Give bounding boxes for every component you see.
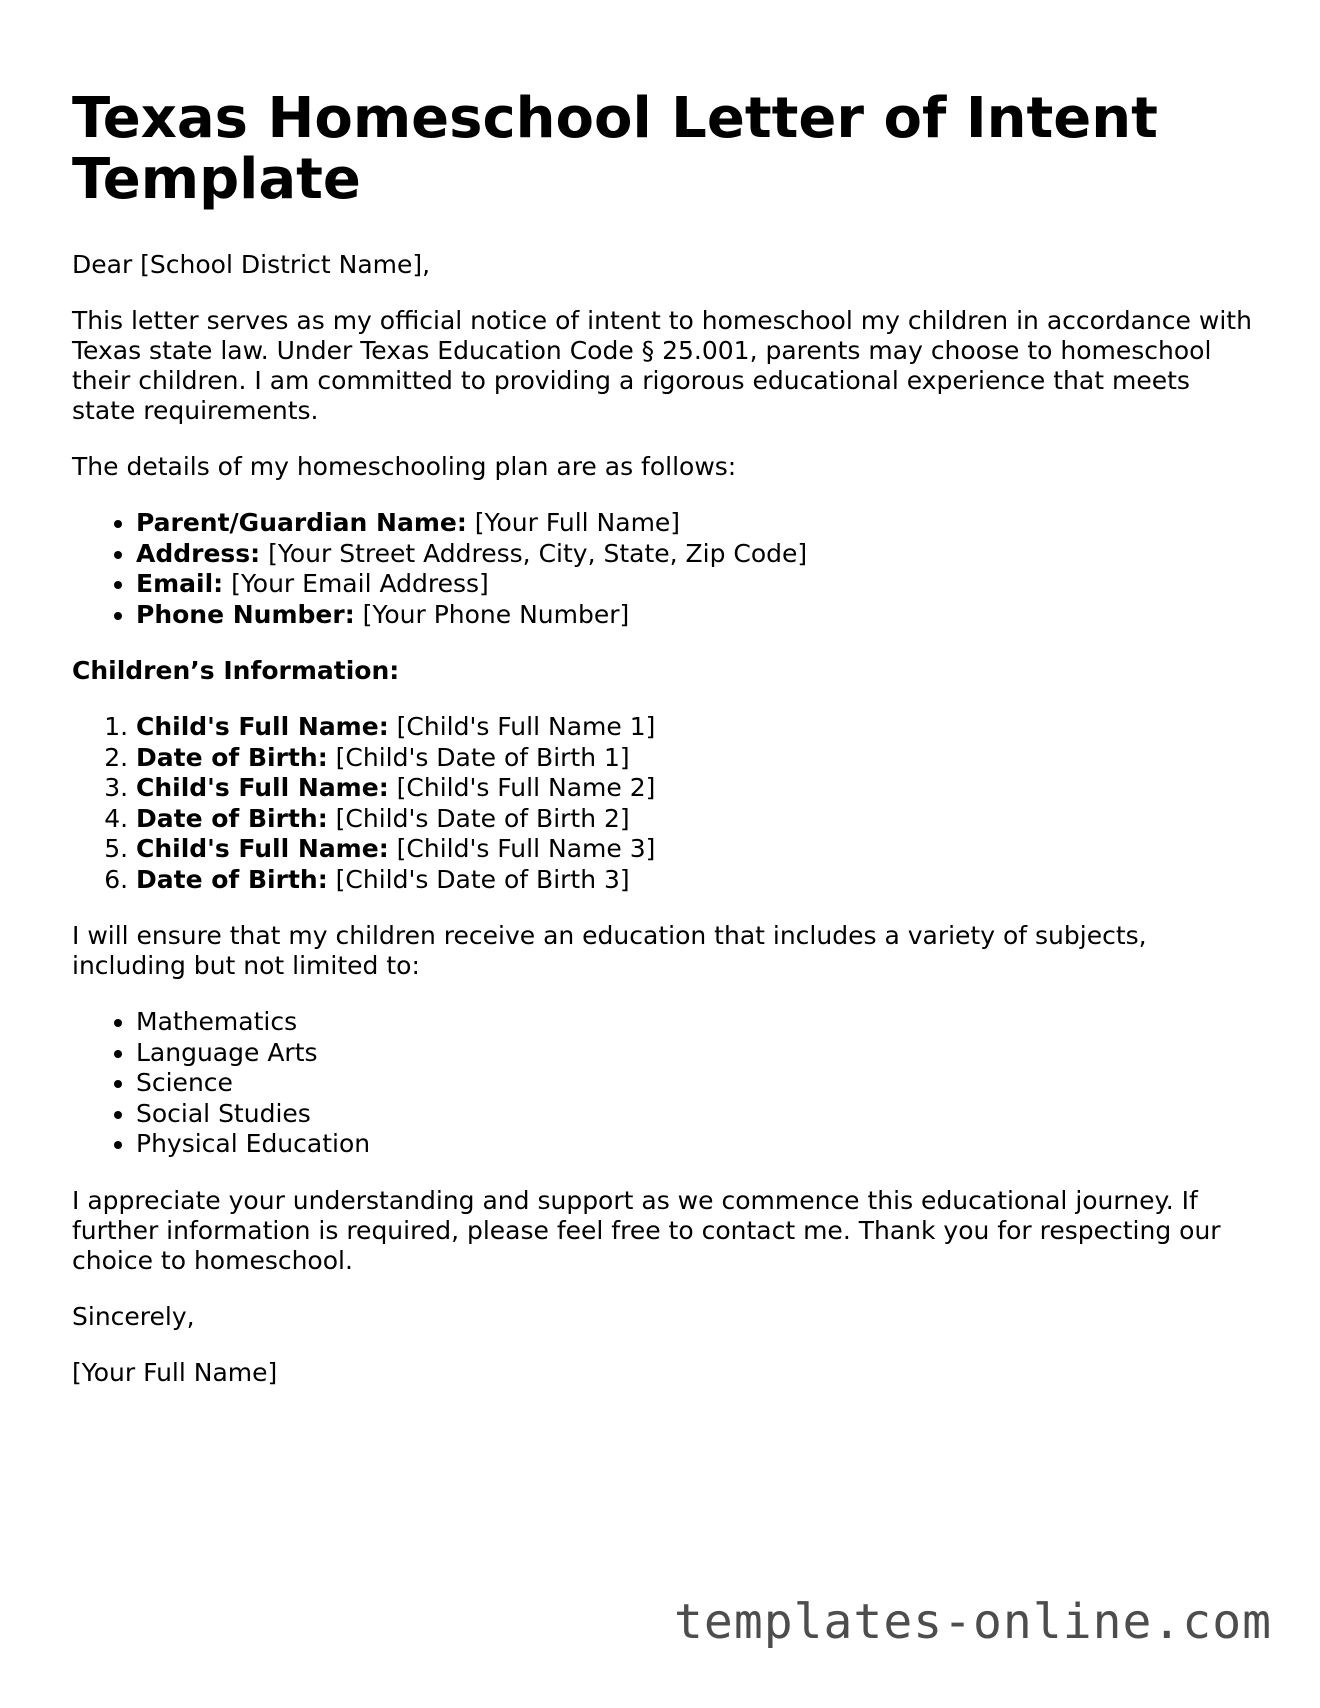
item-label: Child's Full Name:: [136, 773, 389, 802]
item-value: [Your Phone Number]: [354, 599, 630, 629]
item-label: Phone Number:: [136, 599, 355, 629]
item-value: [Child's Date of Birth 1]: [327, 742, 630, 772]
item-label: Date of Birth:: [136, 864, 328, 894]
item-label: Address:: [136, 538, 261, 568]
item-label: Date of Birth:: [136, 742, 328, 772]
list-item: [136, 600, 1252, 631]
item-value: [Child's Date of Birth 3]: [327, 864, 630, 894]
sign-off: Sincerely,: [72, 1301, 195, 1331]
children-heading: Children’s Information:: [72, 656, 400, 685]
item-value: [Your Street Address, City, State, Zip Code]: [260, 538, 808, 568]
list-item: [136, 712, 1252, 743]
signature-name: [Your Full Name]: [72, 1357, 278, 1387]
item-label: Child's Full Name:: [136, 834, 389, 863]
item-label: Date of Birth:: [136, 803, 328, 833]
list-item: • Social Studies: [136, 1099, 1252, 1130]
item-value: [Child's Full Name 3]: [388, 834, 656, 863]
subjects-intro: I will ensure that my children receive an education that includes a variety of subjects, including but not limited to:: [72, 921, 1147, 980]
list-item: [136, 743, 1252, 774]
list-item: [136, 569, 1252, 600]
item-label: Email:: [136, 569, 224, 598]
item-value: [Child's Date of Birth 2]: [327, 803, 630, 833]
intro-paragraph: This letter serves as my official notice of intent to homeschool my children in accordance with Texas state law. Under Texas Education Code § 25.001, parents may choose to homeschool their children. I am committed to providing a rigorous educational experience that meets state requirements.: [72, 306, 1252, 425]
list-item: [136, 865, 1252, 896]
watermark: templates-online.com: [674, 1594, 1272, 1650]
children-info-list: [72, 712, 1252, 895]
list-item: • Science: [136, 1068, 1252, 1099]
details-intro: The details of my homeschooling plan are as follows:: [72, 452, 737, 481]
item-label: Parent/Guardian Name:: [136, 508, 467, 537]
item-value: [Child's Full Name 1]: [388, 712, 656, 741]
contact-details-list: [72, 508, 1252, 630]
subjects-list: [72, 1007, 1252, 1160]
list-item: • Mathematics: [136, 1007, 1252, 1038]
list-item: [136, 773, 1252, 804]
list-item: [136, 539, 1252, 570]
page-title: Texas Homeschool Letter of Intent Template: [72, 86, 1158, 212]
letter-document: [72, 88, 1252, 1414]
list-item: • Physical Education: [136, 1129, 1252, 1160]
list-item: [136, 834, 1252, 865]
list-item: [136, 508, 1252, 539]
list-item: • Language Arts: [136, 1038, 1252, 1069]
greeting: Dear [School District Name],: [72, 250, 431, 279]
item-label: Child's Full Name:: [136, 712, 389, 741]
item-value: [Child's Full Name 2]: [388, 773, 656, 802]
list-item: [136, 804, 1252, 835]
closing-paragraph: I appreciate your understanding and support as we commence this educational journey. If further information is required, please feel free to contact me. Thank you for respecting our choice to homeschool.: [72, 1185, 1221, 1275]
item-value: [Your Email Address]: [223, 569, 489, 598]
item-value: [Your Full Name]: [466, 508, 681, 537]
